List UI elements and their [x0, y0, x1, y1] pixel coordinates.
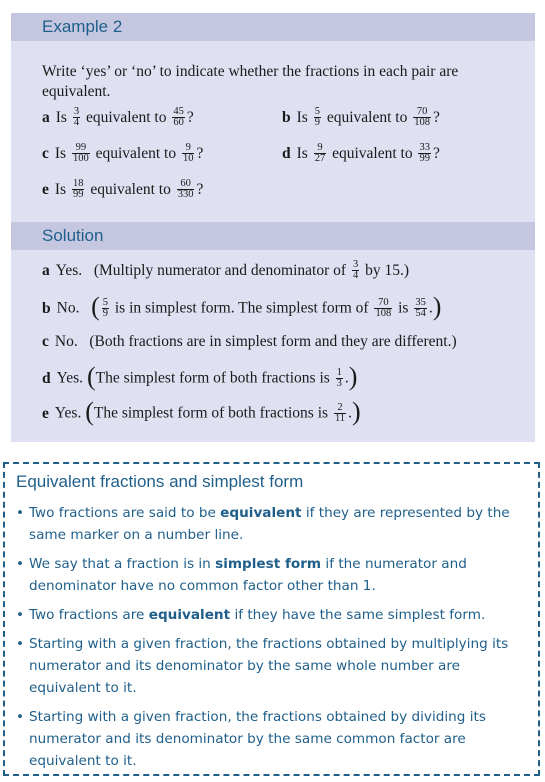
key-points-title: Equivalent fractions and simplest form [16, 472, 304, 491]
fraction: $\frac{45}{60}$ [173, 106, 184, 128]
key-points-box [3, 462, 540, 776]
question-c: c Is $\frac{99}{100}$ equivalent to $\frac{9}{10}$ ? [42, 142, 204, 164]
solution-e: e Yes. (The simplest form of both fractions is $\frac{2}{11}$ .) [42, 397, 361, 426]
list-item: • Two fractions are said to be equivalent if they are represented by the same marker on a number line. [16, 505, 510, 543]
fraction: $\frac{5}{9}$ [314, 106, 320, 128]
fraction: $\frac{3}{4}$ [73, 106, 80, 128]
fraction: $\frac{18}{99}$ [72, 178, 84, 200]
key-points-list [16, 502, 526, 779]
fraction: $\frac{9}{10}$ [182, 142, 194, 164]
question-a: a Is $\frac{3}{4}$ equivalent to $\frac{45}{60}$ ? [42, 106, 194, 128]
example-header [11, 13, 535, 41]
example-title: Example 2 [42, 17, 123, 36]
fraction: $\frac{60}{330}$ [177, 178, 194, 200]
fraction: $\frac{99}{100}$ [72, 142, 89, 164]
solution-d: d Yes. (The simplest form of both fractions is $\frac{1}{3}$ .) [42, 362, 358, 391]
fraction: $\frac{1}{3}$ [336, 366, 342, 389]
list-item: • Starting with a given fraction, the fractions obtained by multiplying its numerator and its denominator by the same whole number are equivalent to it. [16, 636, 509, 696]
list-item: • Two fractions are equivalent if they have the same simplest form. [16, 607, 486, 623]
fraction: $\frac{70}{108}$ [375, 296, 392, 319]
question-b: b Is $\frac{5}{9}$ equivalent to $\frac{70}{108}$ ? [282, 106, 440, 128]
example-intro: Write ‘yes’ or ‘no’ to indicate whether the fractions in each pair are equivalent. [42, 63, 459, 100]
fraction: $\frac{3}{4}$ [352, 259, 359, 281]
solution-title: Solution [42, 226, 104, 245]
example-box [11, 13, 535, 442]
solution-c: c No. (Both fractions are in simplest form and they are different.) [42, 333, 457, 350]
question-d: d Is $\frac{9}{27}$ equivalent to $\frac{33}{99}$ ? [282, 142, 440, 164]
fraction: $\frac{70}{108}$ [414, 106, 430, 128]
fraction: $\frac{5}{9}$ [102, 296, 108, 319]
fraction: $\frac{33}{99}$ [419, 142, 430, 164]
list-item: • Starting with a given fraction, the fractions obtained by dividing its numerator and its denominator by the same common factor are equivalent to it. [16, 709, 486, 769]
list-item: • We say that a fraction is in simplest form if the numerator and denominator have no common factor other than 1. [16, 556, 467, 594]
solution-header [11, 222, 535, 250]
fraction: $\frac{9}{27}$ [314, 142, 326, 164]
solution-a: a Yes. (Multiply numerator and denominator of $\frac{3}{4}$ by 15.) [42, 259, 409, 281]
fraction: $\frac{35}{54}$ [415, 296, 426, 319]
question-e: e Is $\frac{18}{99}$ equivalent to $\frac{60}{330}$ ? [42, 178, 204, 200]
fraction: $\frac{2}{11}$ [334, 401, 346, 424]
solution-b: b No. ( $\frac{5}{9}$ is in simplest form. The simplest form of $\frac{70}{108}$ is $\frac{35}{54}$ .) [42, 292, 442, 321]
